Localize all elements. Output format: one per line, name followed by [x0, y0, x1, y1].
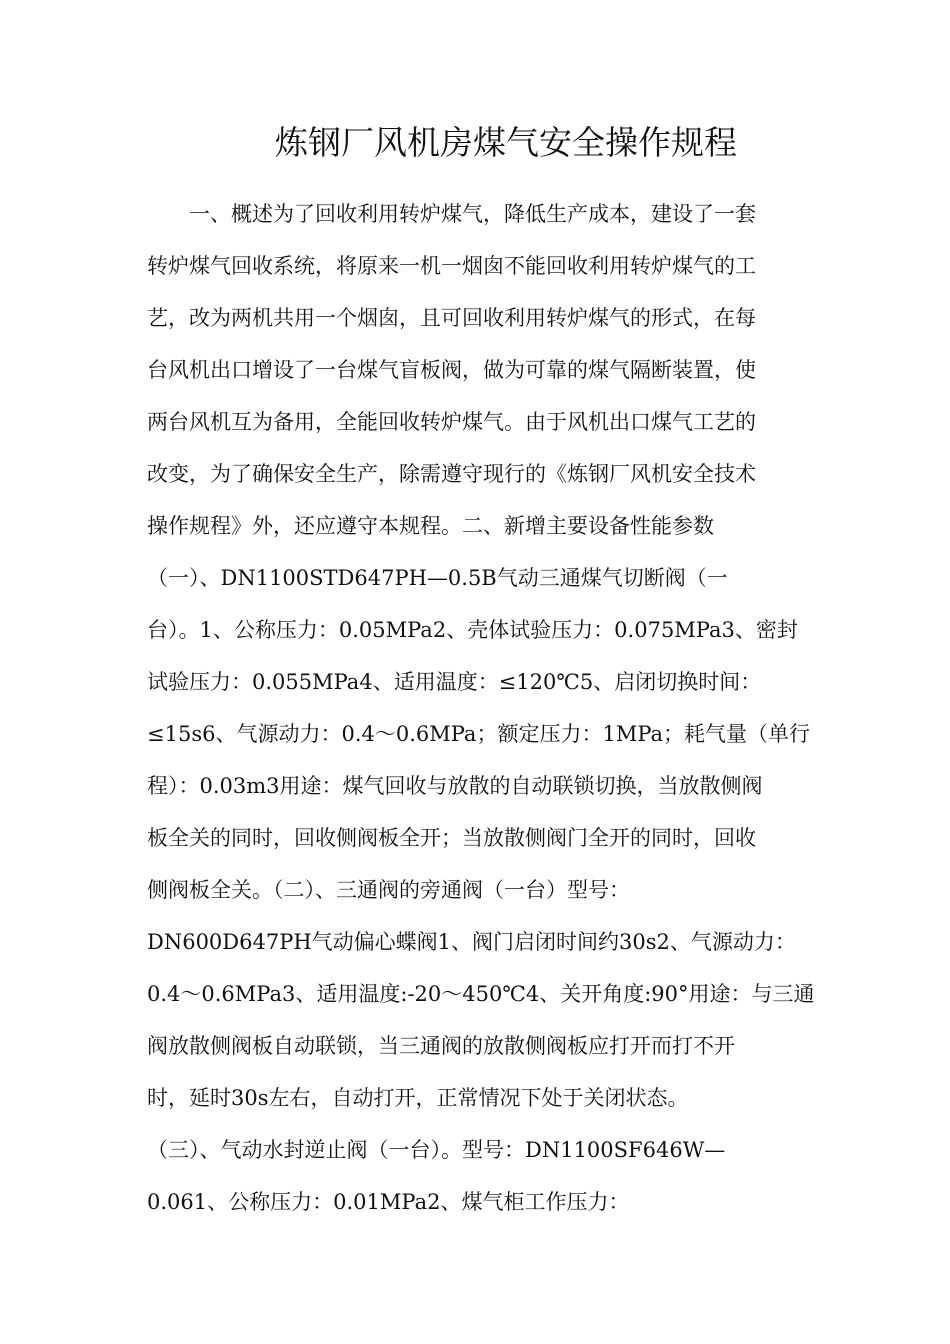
- body-line: （三）、气动水封逆止阀（一台）。型号：DN1100SF646W—: [147, 1138, 726, 1162]
- body-line: 转炉煤气回收系统，将原来一机一烟囱不能回收利用转炉煤气的工: [147, 254, 756, 278]
- body-line: ≤15s6、气源动力：0.4～0.6MPa；额定压力：1MPa；耗气量（单行: [147, 722, 811, 746]
- body-line: 程）：0.03m3用途：煤气回收与放散的自动联锁切换，当放散侧阀: [147, 774, 763, 798]
- body-line: （一）、DN1100STD647PH—0.5B气动三通煤气切断阀（一: [147, 566, 728, 590]
- body-line: 一、概述为了回收利用转炉煤气，降低生产成本，建设了一套: [147, 202, 756, 226]
- body-line: 艺，改为两机共用一个烟囱，且可回收利用转炉煤气的形式，在每: [147, 306, 756, 330]
- body-line: 改变，为了确保安全生产，除需遵守现行的《炼钢厂风机安全技术: [147, 462, 756, 486]
- body-line: 台）。1、公称压力：0.05MPa2、壳体试验压力：0.075MPa3、密封: [147, 618, 798, 642]
- body-line: 板全关的同时，回收侧阀板全开；当放散侧阀门全开的同时，回收: [147, 826, 756, 850]
- body-line: DN600D647PH气动偏心蝶阀1、阀门启闭时间约30s2、气源动力：: [147, 930, 796, 954]
- body-line: 侧阀板全关。（二）、三通阀的旁通阀（一台）型号：: [147, 878, 630, 902]
- body-line: 两台风机互为备用，全能回收转炉煤气。由于风机出口煤气工艺的: [147, 410, 756, 434]
- body-line: 台风机出口增设了一台煤气盲板阀，做为可靠的煤气隔断装置，使: [147, 358, 756, 382]
- body-line: 试验压力：0.055MPa4、适用温度：≤120℃5、启闭切换时间：: [147, 670, 762, 694]
- body-line: 操作规程》外，还应遵守本规程。二、新增主要设备性能参数: [147, 514, 714, 538]
- document-title: 炼钢厂风机房煤气安全操作规程: [275, 123, 737, 162]
- body-line: 阀放散侧阀板自动联锁，当三通阀的放散侧阀板应打开而打不开: [147, 1034, 735, 1058]
- document-body: [147, 194, 815, 1234]
- body-line: 时，延时30s左右，自动打开，正常情况下处于关闭状态。: [147, 1086, 689, 1110]
- body-line: 0.061、公称压力：0.01MPa2、煤气柜工作压力：: [147, 1190, 630, 1214]
- body-line: 0.4～0.6MPa3、适用温度:-20～450℃4、关开角度:90°用途：与三通: [147, 982, 815, 1006]
